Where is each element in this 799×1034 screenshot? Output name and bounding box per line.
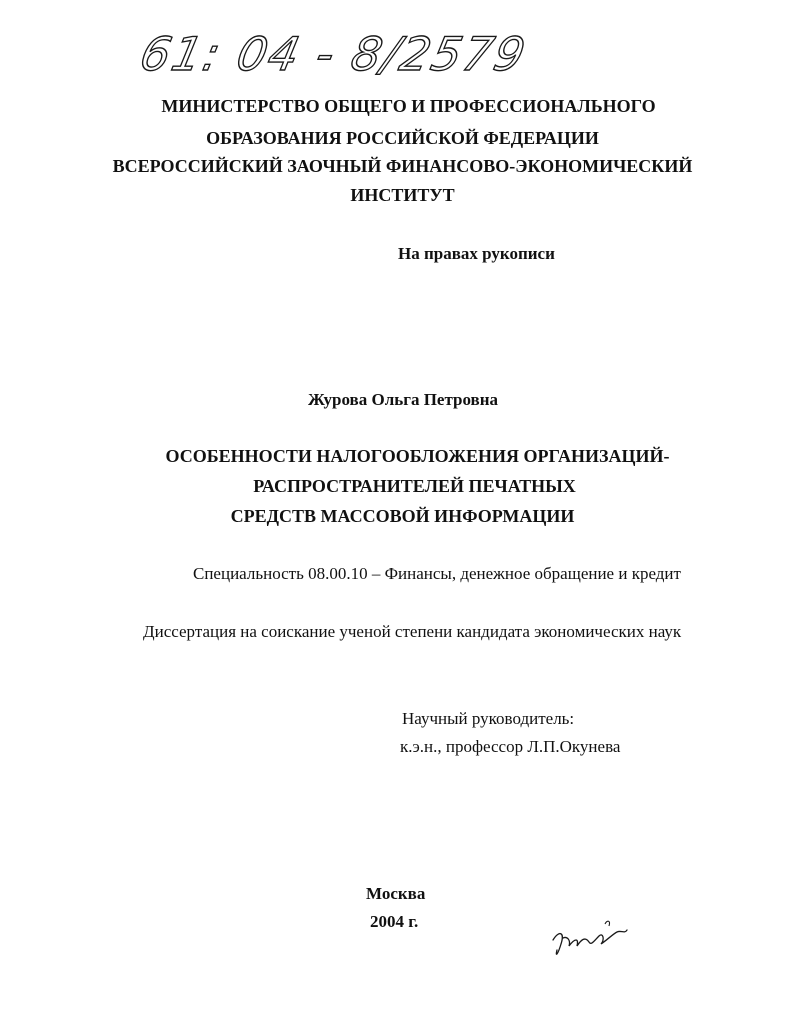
supervisor-label: Научный руководитель:	[402, 709, 575, 728]
degree-statement: Диссертация на соискание ученой степени кандидата экономических наук	[143, 622, 682, 641]
manuscript-rights-note: На правах рукописи	[398, 244, 555, 263]
archive-code-text: 61: 04 - 8/2579	[135, 27, 532, 81]
dissertation-title-line-3: СРЕДСТВ МАССОВОЙ ИНФОРМАЦИИ	[230, 506, 575, 526]
handwritten-archive-code	[135, 18, 532, 88]
institution-line-2: ОБРАЗОВАНИЯ РОССИЙСКОЙ ФЕДЕРАЦИИ	[206, 128, 599, 148]
city: Москва	[366, 884, 426, 903]
dissertation-title-line-1: ОСОБЕННОСТИ НАЛОГООБЛОЖЕНИЯ ОРГАНИЗАЦИЙ-	[165, 446, 670, 466]
author-name: Журова Ольга Петровна	[308, 390, 499, 409]
institution-line-1: МИНИСТЕРСТВО ОБЩЕГО И ПРОФЕССИОНАЛЬНОГО	[161, 96, 656, 116]
institution-line-4: ИНСТИТУТ	[350, 185, 455, 205]
institution-line-3: ВСЕРОССИЙСКИЙ ЗАОЧНЫЙ ФИНАНСОВО-ЭКОНОМИЧЕСКИЙ	[112, 156, 693, 176]
year: 2004 г.	[370, 912, 419, 931]
dissertation-title-line-2: РАСПРОСТРАНИТЕЛЕЙ ПЕЧАТНЫХ	[253, 476, 576, 496]
handwritten-signature	[545, 910, 635, 965]
supervisor-name: к.э.н., профессор Л.П.Окунева	[400, 737, 621, 756]
specialty-line: Специальность 08.00.10 – Финансы, денежное обращение и кредит	[193, 564, 681, 583]
